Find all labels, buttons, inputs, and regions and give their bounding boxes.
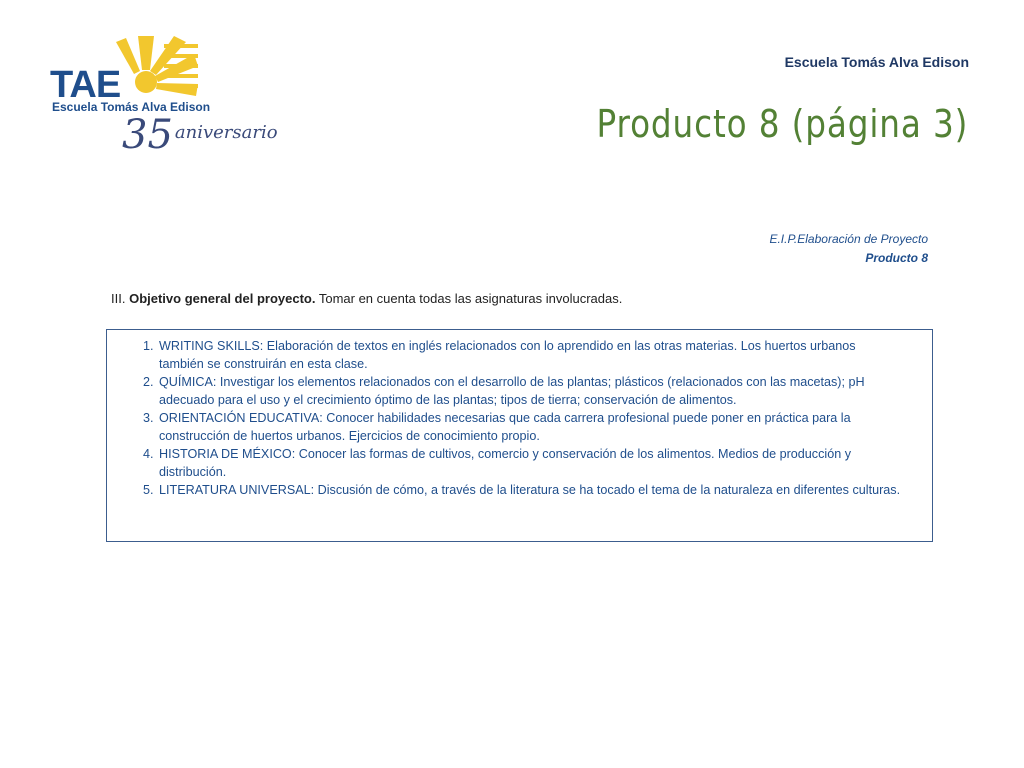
page-title: Producto 8 (página 3) — [596, 102, 968, 146]
list-item: 3. ORIENTACIÓN EDUCATIVA: Conocer habilidades necesarias que cada carrera profesional puede poner en práctica para la construcción de huertos urbanos. Ejercicios de conocimiento propio. — [157, 409, 902, 445]
objective-number: III. — [111, 291, 126, 306]
school-logo — [46, 34, 316, 166]
list-item: 5. LITERATURA UNIVERSAL: Discusión de cómo, a través de la literatura se ha tocado el tema de la naturaleza en diferentes culturas. — [157, 481, 902, 499]
logo-anniversary — [122, 112, 278, 158]
logo-school-name: Escuela Tomás Alva Edison — [52, 100, 211, 114]
product-line: Producto 8 — [865, 251, 928, 265]
objective-label: Objetivo general del proyecto. — [129, 291, 316, 306]
logo-abbr: TAE — [50, 64, 121, 106]
objective-text: Tomar en cuenta todas las asignaturas involucradas. — [315, 291, 623, 306]
subjects-box — [106, 329, 933, 542]
logo-anniversary-word: aniversario — [174, 122, 278, 143]
list-item: 1. WRITING SKILLS: Elaboración de textos en inglés relacionados con lo aprendido en las otras materias. Los huertos urbanos también se construirán en esta clase. — [157, 337, 902, 373]
subject-line: E.I.P.Elaboración de Proyecto — [769, 232, 928, 246]
objective-heading — [111, 291, 622, 306]
subjects-list — [107, 330, 932, 499]
header-school-name: Escuela Tomás Alva Edison — [784, 54, 969, 70]
logo-anniversary-number: 35 — [122, 112, 173, 158]
list-item: 2. QUÍMICA: Investigar los elementos relacionados con el desarrollo de las plantas; plásticos (relacionados con las macetas); pH adecuado para el uso y el crecimiento óptimo de las plantas; tipos de tierra; conservación de alimentos. — [157, 373, 902, 409]
list-item: 4. HISTORIA DE MÉXICO: Conocer las formas de cultivos, comercio y conservación de los alimentos. Medios de producción y distribución. — [157, 445, 902, 481]
